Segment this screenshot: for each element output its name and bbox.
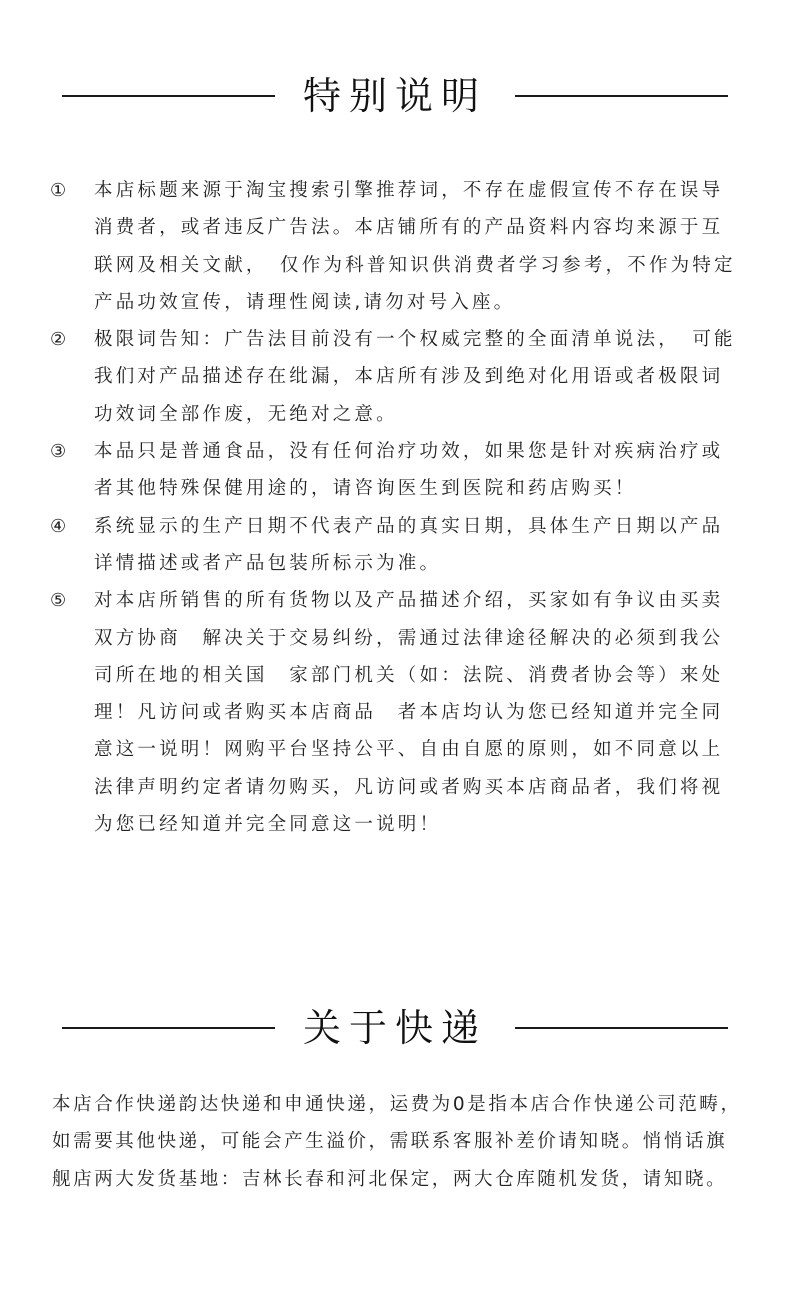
notice-number: ②	[50, 329, 67, 351]
header-divider-left	[62, 1027, 275, 1029]
special-notice-header	[0, 66, 790, 126]
express-header	[0, 998, 790, 1058]
header-divider-left	[62, 95, 275, 97]
notice-item	[50, 508, 740, 583]
header-divider-right	[515, 1027, 728, 1029]
express-text: 本店合作快递韵达快递和申通快递，运费为0是指本店合作快递公司范畴，如需要其他快递，可能会产生溢价，需联系客服补差价请知晓。悄悄话旗舰店两大发货基地：吉林长春和河北保定，两大仓库随机发货，请知晓。	[52, 1094, 742, 1190]
notice-number: ⑤	[50, 590, 67, 612]
notice-number: ③	[50, 441, 67, 463]
notice-item	[50, 172, 740, 321]
notice-text: 本品只是普通食品，没有任何治疗功效，如果您是针对疾病治疗或者其他特殊保健用途的，请咨询医生到医院和药店购买！	[94, 441, 724, 500]
notice-item	[50, 321, 740, 433]
notice-number: ①	[50, 180, 67, 201]
header-divider-right	[515, 95, 728, 97]
special-notice-list	[50, 172, 740, 843]
notice-text: 对本店所销售的所有货物以及产品描述介绍，买家如有争议由买卖双方协商 解决关于交易纠纷，需通过法律途径解决的必须到我公司所在地的相关国 家部门机关（如：法院、消费者协会等）来处理！凡访问或者购买本店商品 者本店均认为您已经知道并完全同意这一说明！网购平台坚持公平、自由自愿的原则，如不同意以上法律声明约定者请勿购买，凡访问或者购买本店商品者，我们将视为您已经知道并完全同意这一说明！	[94, 590, 724, 836]
notice-item	[50, 582, 740, 843]
notice-text: 极限词告知：广告法目前没有一个权威完整的全面清单说法， 可能我们对产品描述存在纰漏，本店所有涉及到绝对化用语或者极限词功效词全部作废，无绝对之意。	[94, 329, 736, 425]
special-notice-title: 特别说明	[302, 74, 487, 118]
notice-item	[50, 433, 740, 508]
express-title: 关于快递	[302, 1006, 487, 1050]
notice-text: 系统显示的生产日期不代表产品的真实日期，具体生产日期以产品详情描述或者产品包装所标示为准。	[94, 515, 724, 574]
notice-text: 本店标题来源于淘宝搜索引擎推荐词，不存在虚假宣传不存在误导消费者，或者违反广告法。本店铺所有的产品资料内容均来源于互联网及相关文献， 仅作为科普知识供消费者学习参考，不作为特定产品功效宣传，请理性阅读,请勿对号入座。	[94, 180, 736, 313]
notice-number: ④	[50, 515, 67, 537]
